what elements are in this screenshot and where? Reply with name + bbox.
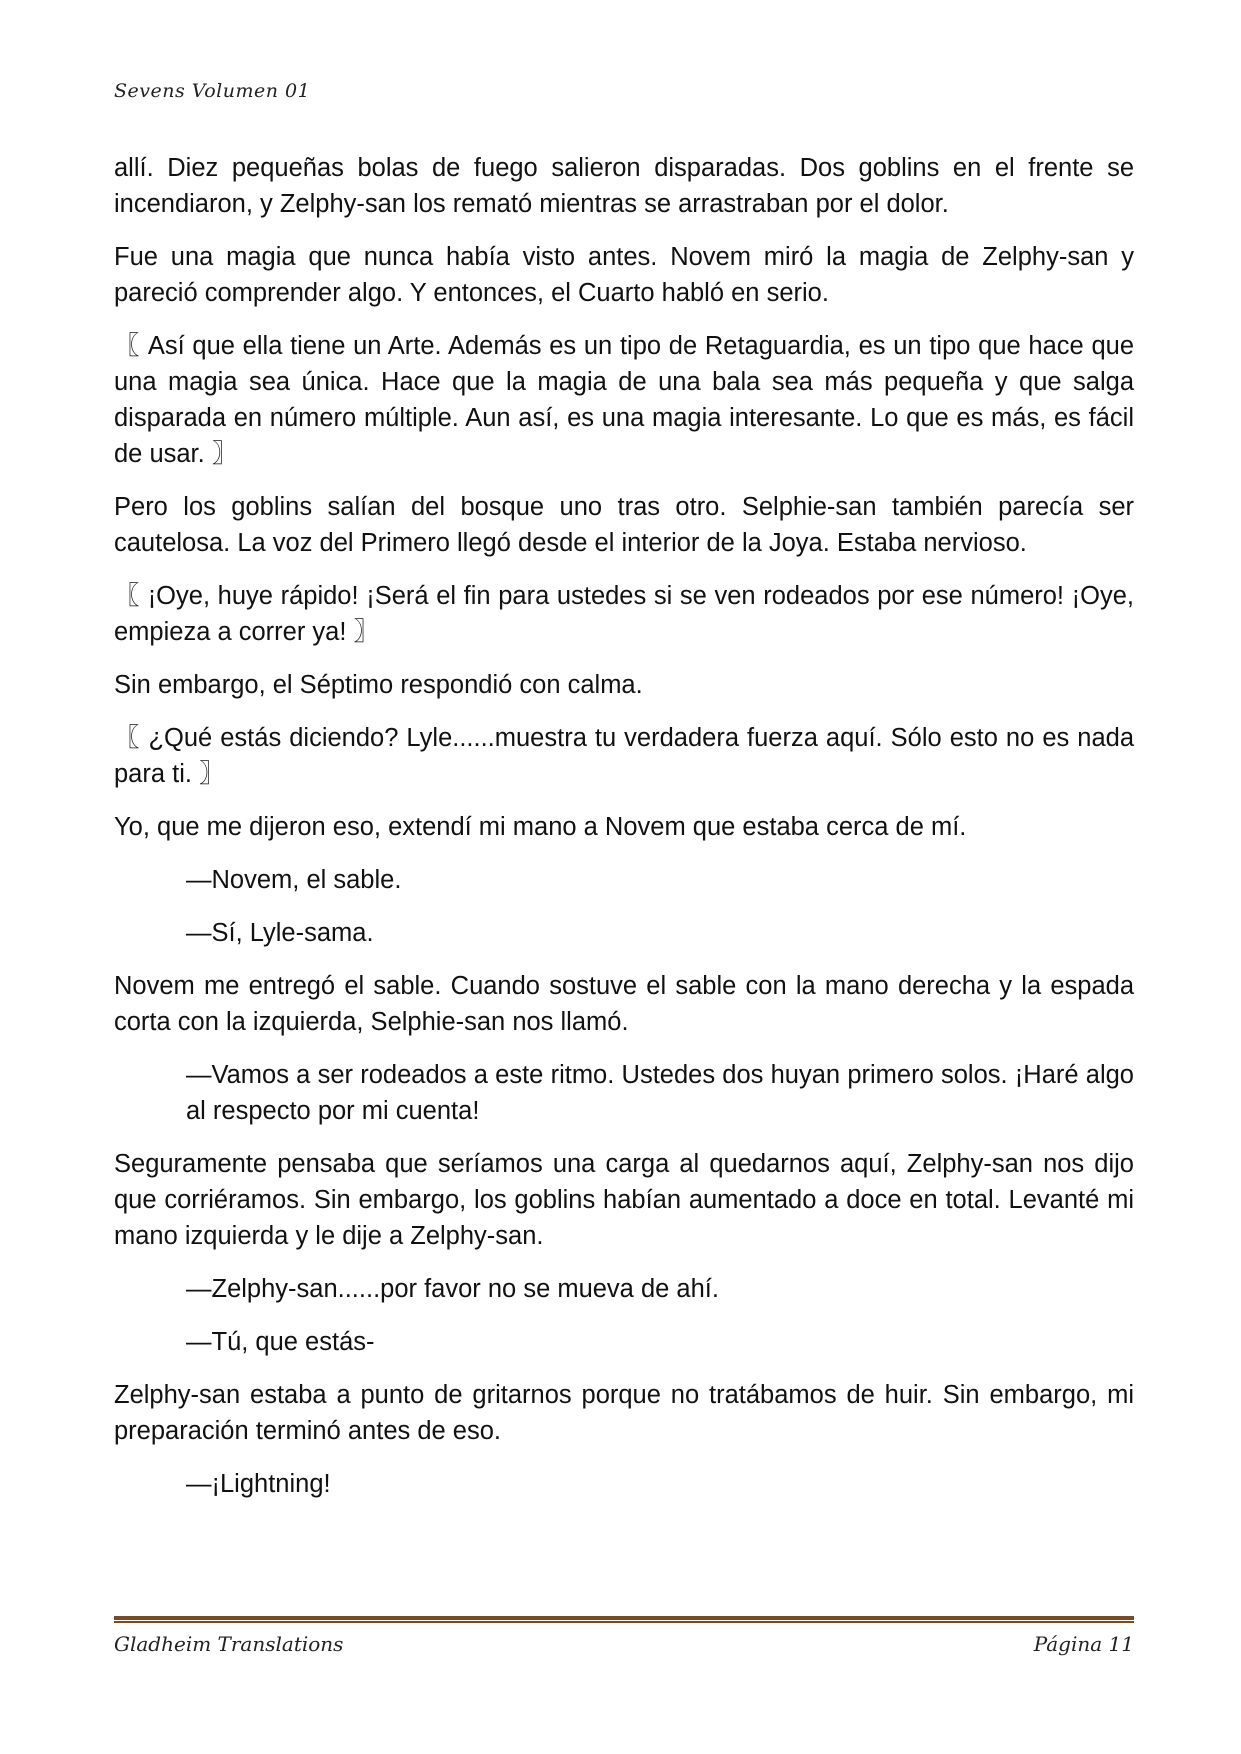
paragraph: allí. Diez pequeñas bolas de fuego salieron disparadas. Dos goblins en el frente se incendiaron, y Zelphy-san los remató mientras se arrastraban por el dolor.: [114, 154, 1134, 218]
dialogue-line: —Zelphy-san......por favor no se mueva de ahí.: [186, 1275, 719, 1303]
dialogue-line: —Tú, que estás-: [186, 1328, 375, 1356]
paragraph: Pero los goblins salían del bosque uno tras otro. Selphie-san también parecía ser cautelosa. La voz del Primero llegó desde el interior de la Joya. Estaba nervioso.: [114, 493, 1134, 557]
page-body: [114, 150, 1134, 1519]
paragraph: Fue una magia que nunca había visto antes. Novem miró la magia de Zelphy-san y pareció comprender algo. Y entonces, el Cuarto habló en serio.: [114, 243, 1134, 307]
paragraph: Novem me entregó el sable. Cuando sostuve el sable con la mano derecha y la espada corta con la izquierda, Selphie-san nos llamó.: [114, 972, 1134, 1036]
dialogue-line: —Novem, el sable.: [186, 866, 402, 894]
quote-paragraph: 〖 ¿Qué estás diciendo? Lyle......muestra tu verdadera fuerza aquí. Sólo esto no es nada para ti. 〗: [114, 724, 1134, 788]
paragraph: Seguramente pensaba que seríamos una carga al quedarnos aquí, Zelphy-san nos dijo que corriéramos. Sin embargo, los goblins habían aumentado a doce en total. Levanté mi mano izquierda y le dije a Zelphy-san.: [114, 1150, 1134, 1250]
dialogue-line: —Sí, Lyle-sama.: [186, 919, 374, 947]
dialogue-line: —¡Lightning!: [186, 1470, 331, 1498]
dialogue-line: —Vamos a ser rodeados a este ritmo. Ustedes dos huyan primero solos. ¡Haré algo al respecto por mi cuenta!: [186, 1061, 1134, 1125]
quote-paragraph: 〖 ¡Oye, huye rápido! ¡Será el fin para ustedes si se ven rodeados por ese número! ¡Oye, empieza a correr ya! 〗: [114, 582, 1134, 646]
paragraph: Yo, que me dijeron eso, extendí mi mano a Novem que estaba cerca de mí.: [114, 813, 967, 841]
running-header: Sevens Volumen 01: [114, 80, 311, 102]
page-number: Página 11: [1033, 1632, 1134, 1656]
footer-credit: Gladheim Translations: [114, 1632, 344, 1656]
paragraph: Sin embargo, el Séptimo respondió con calma.: [114, 671, 643, 699]
paragraph: Zelphy-san estaba a punto de gritarnos porque no tratábamos de huir. Sin embargo, mi preparación terminó antes de eso.: [114, 1381, 1134, 1445]
footer-rule: [114, 1616, 1134, 1623]
quote-paragraph: 〖 Así que ella tiene un Arte. Además es un tipo de Retaguardia, es un tipo que hace que una magia sea única. Hace que la magia de una bala sea más pequeña y que salga disparada en número múltiple. Aun así, es una magia interesante. Lo que es más, es fácil de usar. 〗: [114, 332, 1134, 468]
